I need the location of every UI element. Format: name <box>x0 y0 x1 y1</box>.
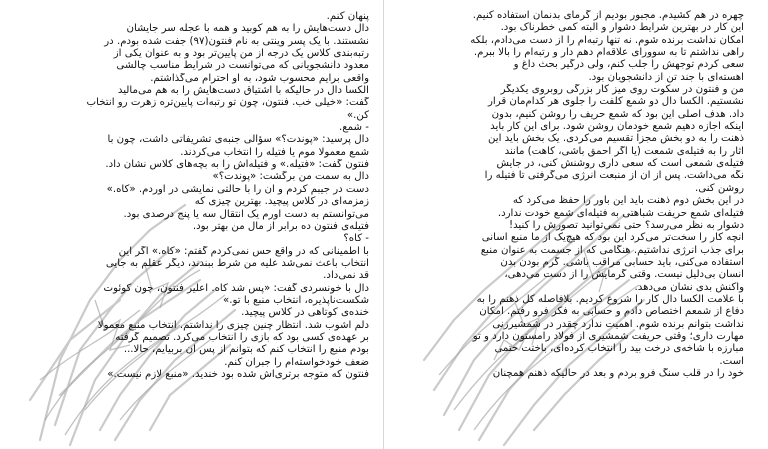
text-line: مهارت داری؛ وقتی حریفت شمشیری از فولاد رامستون دارد و تو <box>472 330 744 342</box>
text-line: برای جذب انرژی نداشتیم. هنگامی که از جسمت به عنوان منبع <box>480 244 744 256</box>
text-line: انسان بی‌دلیل نیست. وقتی گرمایش را از دست می‌دهی، <box>504 269 744 281</box>
text-line: دال پرسید: «پوندت؟» سؤالی جنبه‌ی تشریفاتی داشت، چون با <box>107 134 369 146</box>
text-line: آثار را به فتیله‌ی شمعت (یا اگر احمق باشی، کاهت) مانند <box>504 145 744 157</box>
text-line: فتیله‌ی شمعی است که سعی داری روشنش کنی، در جایش <box>496 158 744 170</box>
text-line: فتیله‌ای شمع حریفت شباهتی به فتیله‌ای شمع خودت ندارد. <box>497 207 744 219</box>
text-line: امکان نداشت برنده شوم. نه تنها رتبه‌ام را از دست می‌دادم، بلکه <box>470 34 744 46</box>
text-line: است. <box>719 355 744 367</box>
text-line: ضعف خودخواسته‌ام را جبران کنم. <box>224 356 369 368</box>
text-line: پنهان کنم. <box>326 11 369 22</box>
text-line: - کاه؟ <box>343 233 369 245</box>
text-line: دال با خونسردی گفت: «پس شد کاه. اعلیر فنتون، چون کوئوت <box>103 282 369 294</box>
text-line: دفاع از شمعم اختصاص دادم و حسابی به فکر فرو رفتم. امکان <box>479 306 744 318</box>
text-line: آنچه کار را سخت‌تر می‌کرد این بود که هیچ‌یک از ما منبع آسانی <box>481 232 744 244</box>
text-line: داد. هدف اصلی این بود که شمع حریف را روشن کنیم، بدون <box>491 108 744 120</box>
text-line: بر عهده‌ی کسی بود که بازی را انتخاب می‌کرد. تصمیم گرفته <box>115 331 369 343</box>
text-line: رتبه‌بندی کلاس یک درجه از من پایین‌تر بود و به عنوان یکی از <box>113 48 369 60</box>
right-page-text <box>410 10 744 380</box>
text-line: زمزمه‌ای در کلاس پیچید. بهترین چیزی که <box>194 196 369 208</box>
text-line: نشستیم. الکسا دال دو شمع کلفت را جلوی هر کدام‌مان قرار <box>487 96 744 108</box>
text-line: کن.» <box>346 109 369 121</box>
text-line: الکسا دال در حالیکه با اشتیاق دست‌هایش را به هم می‌مالید <box>117 85 369 97</box>
text-line: واکنش بدی نشان می‌دهد. <box>634 281 744 293</box>
text-line: دست در جیبم کردم و آن را با حالتی نمایشی در آوردم. «کاه.» <box>106 183 369 195</box>
text-line: فنتون گفت: «فتیله.» و فتیله‌اش را به بچه‌های کلاس نشان داد. <box>105 159 369 171</box>
text-line: من و فنتون در سکوت روی میز کار بزرگی روبروی یکدیگر <box>500 84 744 96</box>
text-line: در این بخش دوم ذهنت باید این باور را حفظ می‌کرد که <box>512 195 744 207</box>
text-line: بودم منبع را انتخاب کنم که بتوانم از پس آن بربیایم، حالا... <box>123 344 369 356</box>
text-line: آهسته‌ای با جند تن از دانشجویان بود. <box>588 71 744 83</box>
text-line: واقعی برایم محسوب شود، به او احترام می‌گذاشتم. <box>150 72 369 84</box>
text-line: با اطمینانی که در واقع حس نمی‌کردم گفتم: «کاه.» اگر این <box>118 245 369 257</box>
text-line: استفاده می‌کنی، باید حسابی مراقب باشی. گرم بودن بدن <box>500 256 744 268</box>
text-line: - شمع. <box>338 122 369 134</box>
right-page <box>384 0 768 449</box>
text-line: انتخاب باعث نمی‌شد علیه من شرط ببندند، دیگر عقلم به جایی <box>105 257 369 269</box>
text-line: دشوار به نظر می‌رسد؟ حتی نمی‌توانید تصورش را کنید! <box>509 219 744 231</box>
text-line: با علامت الکسا دال کار را شروع کردیم. بلافاصله کل ذهنم را به <box>476 293 744 305</box>
text-line: نگه می‌داشت. پس از آن از منبعت انرژی می‌گرفتی تا فتیله را <box>484 170 744 182</box>
text-line: فتیله‌ی فنتون ده برابر از مال من بهتر بود. <box>192 220 369 232</box>
text-line: روشن کنی. <box>694 182 744 194</box>
text-line: قد نمی‌داد. <box>323 270 369 282</box>
text-line: خنده‌ی کوتاهی در کلاس پیچید. <box>241 307 369 319</box>
text-line: خود را در قلب سنگ فرو بردم و بعد در حالیکه ذهنم همچنان <box>492 367 744 379</box>
text-line: معدود دانشجویانی که می‌توانست در شرایط مناسب چالشی <box>116 60 369 72</box>
text-line: نشستند. با یک پسر وینتی به نام فنتون(۹۷) جفت شده بودم. در <box>104 35 369 47</box>
text-line: دال به سمت من برگشت: «پوندت؟» <box>212 171 369 183</box>
text-line: گفت: «خیلی خب. فنتون، چون تو رتبه‌ات پایین‌تره زهرت رو انتخاب <box>86 97 369 109</box>
text-line: فنتون که متوجه برتری‌اش شده بود خندید. «منبع لازم نیست.» <box>107 368 369 380</box>
text-line: نداشت بتوانم برنده شوم. اهمیت ندارد چقدر در شمشیرزنی <box>492 318 744 330</box>
text-line: سعی کردم توجهش را جلب کنم، ولی درگیر بحث داغ و <box>513 59 744 71</box>
left-page-text <box>20 11 369 381</box>
text-line: این کار در بهترین شرایط دشوار و البته کمی خطرناک بود. <box>500 22 744 34</box>
text-line: راهی نداشتم تا به سوورای علاقه‌ام دهم دار و رتبه‌ام را بالا ببرم. <box>473 47 744 59</box>
text-line: دلم آشوب شد. انتظار چنین چیزی را نداشتم. انتخاب منبع معمولا <box>97 319 369 331</box>
text-line: مبارزه با شاخه‌ی درخت بید را انتخاب کرده‌ای، باختت حتمی <box>494 343 744 355</box>
text-line: دال دست‌هایش را به هم کوبید و همه با عجله سر جایشان <box>126 23 369 35</box>
text-line: شکست‌ناپذیره، انتخاب منبع با تو.» <box>223 294 369 306</box>
text-line: چهره در هم کشیدم. مجبور بودیم از گرمای بدنمان استفاده کنیم. <box>472 10 744 21</box>
text-line: اینکه اجازه دهیم شمع خودمان روشن شود. برای این کار باید <box>490 121 744 133</box>
text-line: ذهنت را به دو بخش مجزا تقسیم می‌کردی. یک بخش باید این <box>488 133 744 145</box>
text-line: می‌توانستم به دست آورم یک انتقال سه یا پنج درصدی بود. <box>123 208 369 220</box>
text-line: شمع معمولا موم یا فتیله را انتخاب می‌کردند. <box>180 146 369 158</box>
